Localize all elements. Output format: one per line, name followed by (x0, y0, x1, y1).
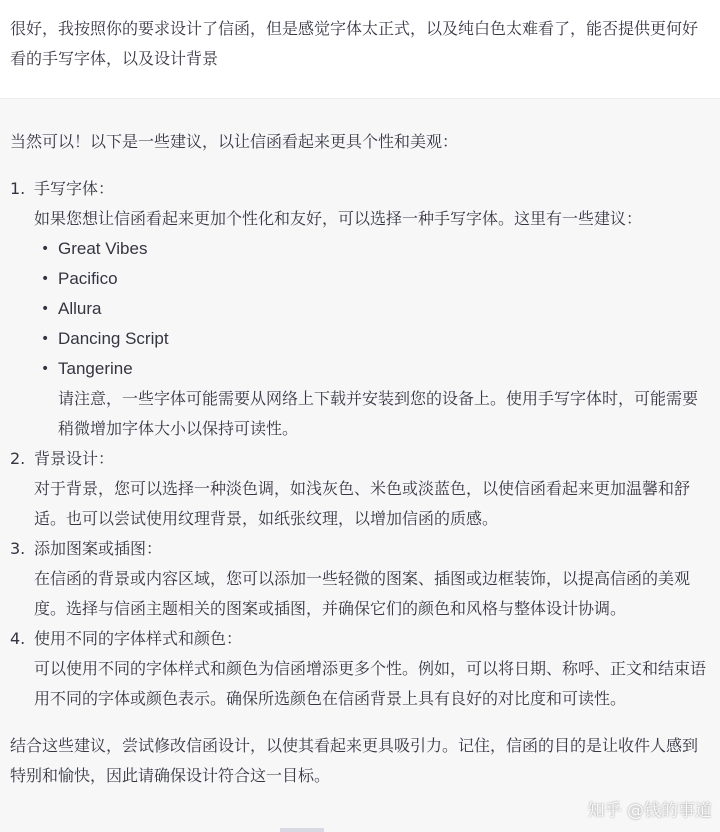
suggestion-item-handwriting-fonts (10, 174, 710, 444)
list-number: 4. (10, 629, 26, 648)
suggestion-list (10, 174, 710, 714)
bullet-icon: • (41, 331, 50, 347)
section-body: 如果您想让信函看起来更加个性化和友好，可以选择一种手写字体。这里有一些建议： (34, 209, 643, 228)
bullet-icon: • (41, 301, 50, 317)
font-list-item (34, 294, 710, 324)
section-title: 添加图案或插图： (34, 539, 163, 558)
suggestion-item-background-design (10, 444, 710, 534)
user-message (0, 0, 720, 98)
font-note: 请注意，一些字体可能需要从网络上下载并安装到您的设备上。使用手写字体时，可能需要稍微增加字体大小以保持可读性。 (58, 389, 699, 438)
font-name: Pacifico (58, 269, 118, 288)
suggestion-item-font-styles-colors (10, 624, 710, 714)
font-name: Great Vibes (58, 239, 148, 258)
suggestion-item-patterns (10, 534, 710, 624)
font-list (34, 234, 710, 384)
list-number: 2. (10, 449, 26, 468)
section-title: 使用不同的字体样式和颜色： (34, 629, 243, 648)
section-body: 在信函的背景或内容区域，您可以添加一些轻微的图案、插图或边框装饰，以提高信函的美观度。选择与信函主题相关的图案或插图，并确保它们的颜色和风格与整体设计协调。 (34, 569, 691, 618)
bullet-icon: • (41, 361, 50, 377)
font-name: Tangerine (58, 359, 133, 378)
user-message-text: 很好，我按照你的要求设计了信函，但是感觉字体太正式，以及纯白色太难看了，能否提供更何好看的手写字体，以及设计背景 (10, 19, 699, 68)
section-body: 可以使用不同的字体样式和颜色为信函增添更多个性。例如，可以将日期、称呼、正文和结束语用不同的字体或颜色表示。确保所选颜色在信函背景上具有良好的对比度和可读性。 (34, 659, 707, 708)
bullet-icon: • (41, 271, 50, 287)
assistant-message (0, 98, 720, 832)
font-list-item (34, 234, 710, 264)
font-list-item (34, 324, 710, 354)
font-list-item (34, 354, 710, 384)
section-body: 对于背景，您可以选择一种淡色调，如浅灰色、米色或淡蓝色，以使信函看起来更加温馨和舒适。也可以尝试使用纹理背景，如纸张纹理，以增加信函的质感。 (34, 479, 691, 528)
section-title: 手写字体： (34, 179, 115, 198)
font-list-item (34, 264, 710, 294)
list-number: 1. (10, 179, 26, 198)
assistant-intro: 当然可以！以下是一些建议，以让信函看起来更具个性和美观： (10, 132, 459, 151)
bullet-icon: • (41, 241, 50, 257)
assistant-conclusion: 结合这些建议，尝试修改信函设计，以使其看起来更具吸引力。记住，信函的目的是让收件人感到特别和愉快，因此请确保设计符合这一目标。 (10, 736, 699, 785)
cutoff-element (280, 828, 324, 832)
list-number: 3. (10, 539, 26, 558)
font-name: Dancing Script (58, 329, 169, 348)
font-name: Allura (58, 299, 102, 318)
section-title: 背景设计： (34, 449, 115, 468)
watermark: 知乎 @钱的事道 (587, 801, 712, 821)
